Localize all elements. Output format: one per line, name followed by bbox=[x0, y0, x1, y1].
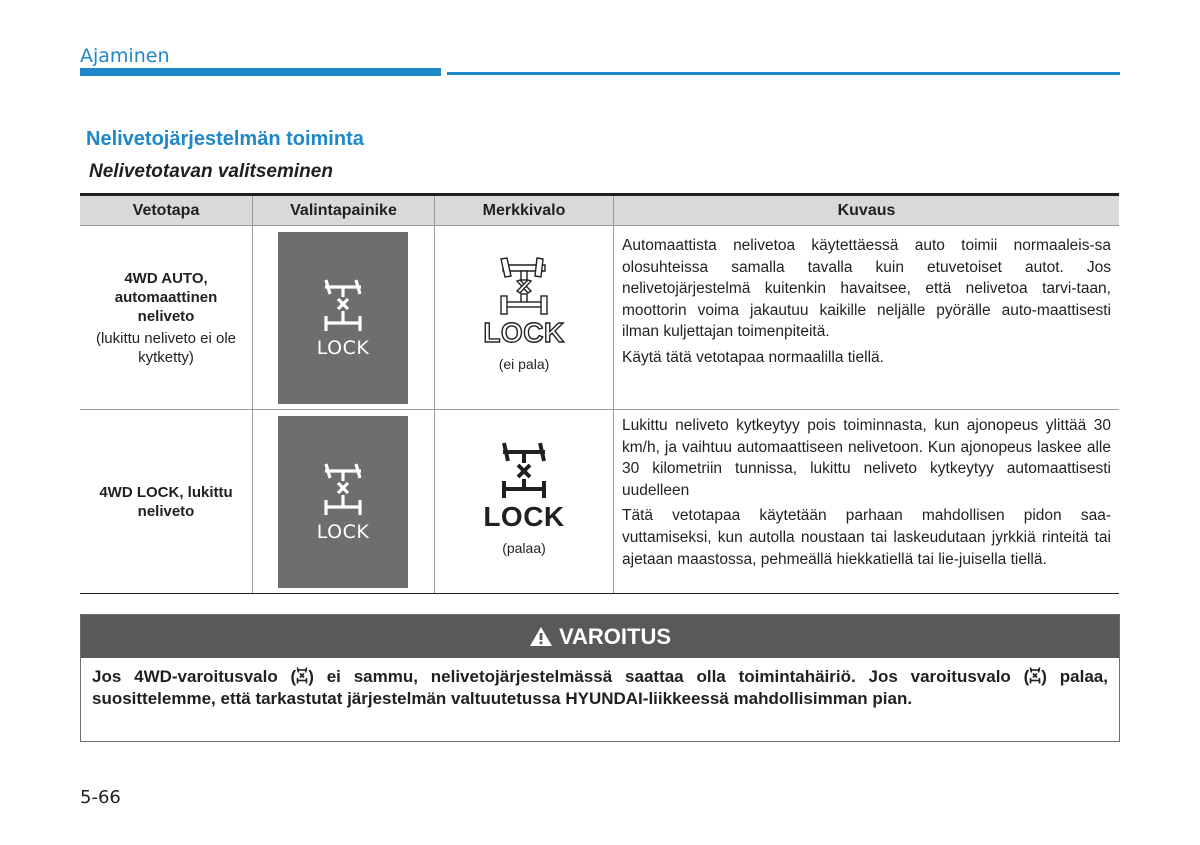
warning-title: VAROITUS bbox=[558, 623, 672, 649]
section-title: Nelivetojärjestelmän toiminta bbox=[86, 128, 364, 150]
page-number: 5-66 bbox=[80, 787, 121, 808]
description-paragraph: Automaattista nelivetoa käytettäessä auto toimii normaaleis-sa olosuhteissa samalla tavalla kuin etuvetoiset autot. Jos nelivetojärjestelmä kuitenkin havaitsee, että nelivetoa tarvi-taan, moottorin voima jakautuu kaikille neljälle pyörälle auto-maattisesti ilman kuljettajan toimenpiteitä. bbox=[622, 237, 1111, 341]
4wd-lock-indicator-off bbox=[483, 256, 564, 372]
mode-name: 4WD LOCK, lukittu neliveto bbox=[99, 483, 233, 520]
table-header-lamp: Merkkivalo bbox=[435, 196, 614, 225]
4wd-lock-indicator-on bbox=[483, 440, 564, 556]
lamp-caption: (palaa) bbox=[502, 540, 546, 556]
description-paragraph: Tätä vetotapaa käytetään parhaan mahdollisen pidon saa-vuttamiseksi, kun autolla noustaan tai laskeudutaan jyrkkiä rinteitä tai ajetaan maastossa, pehmeällä hiekkatiellä tai lie-juisella tiellä. bbox=[622, 507, 1111, 568]
button-cell bbox=[253, 226, 435, 409]
header-rule-thin bbox=[447, 72, 1120, 75]
description-paragraph: Lukittu neliveto kytkeytyy pois toiminnasta, kun ajonopeus ylittää 30 km/h, ja vaihtuu automaattiseen nelivetoon. Kun ajonopeus laskee alle 30 kilometriin tunnissa, lukittu neliveto kytkeytyy automaattisesti uudelleen bbox=[622, 417, 1111, 499]
lamp-caption: (ei pala) bbox=[498, 356, 550, 372]
table-header-button: Valintapainike bbox=[253, 196, 435, 225]
header-rule-thick bbox=[80, 68, 441, 76]
mode-note: (lukittu neliveto ei ole kytketty) bbox=[95, 329, 237, 366]
4wd-warning-light-icon bbox=[296, 667, 308, 684]
4wd-lock-button-image bbox=[278, 232, 408, 404]
description-paragraph: Käytä tätä vetotapaa normaalilla tiellä. bbox=[622, 348, 884, 366]
description-cell bbox=[614, 410, 1119, 593]
table-header-row bbox=[80, 196, 1119, 226]
table-header-mode: Vetotapa bbox=[80, 196, 253, 225]
4wd-drivetrain-icon bbox=[321, 277, 365, 335]
mode-cell bbox=[80, 410, 253, 593]
lamp-cell bbox=[435, 410, 614, 593]
drive-mode-table bbox=[80, 193, 1119, 594]
lamp-lock-label-solid: LOCK bbox=[483, 501, 565, 532]
warning-triangle-icon bbox=[529, 626, 553, 647]
description-cell bbox=[614, 226, 1119, 409]
button-lock-label: LOCK bbox=[316, 337, 370, 359]
warning-text-part: ) ei sammu, nelivetojärjestelmässä saattaa olla toimintahäiriö. Jos varoitusvalo ( bbox=[308, 667, 1030, 686]
lamp-lock-label-outline: LOCK bbox=[483, 317, 565, 348]
table-header-description: Kuvaus bbox=[837, 201, 896, 219]
lamp-cell bbox=[435, 226, 614, 409]
button-cell bbox=[253, 410, 435, 593]
warning-header bbox=[81, 615, 1119, 658]
4wd-lock-button-image bbox=[278, 416, 408, 588]
4wd-drivetrain-icon bbox=[321, 461, 365, 519]
4wd-drivetrain-outline-icon bbox=[497, 256, 551, 318]
mode-name: 4WD AUTO, automaattinen neliveto bbox=[114, 269, 218, 325]
mode-cell bbox=[80, 226, 253, 409]
warning-text bbox=[81, 658, 1119, 709]
table-row bbox=[80, 410, 1119, 594]
chapter-title: Ajaminen bbox=[80, 45, 170, 67]
warning-text-part: Jos 4WD-varoitusvalo ( bbox=[92, 667, 297, 686]
button-lock-label: LOCK bbox=[316, 521, 370, 543]
section-subtitle: Nelivetotavan valitseminen bbox=[89, 161, 333, 182]
warning-box bbox=[80, 614, 1120, 742]
table-row bbox=[80, 226, 1119, 410]
warning-text-part: ) palaa, suosittelemme, että tarkastutat järjestelmän valtuutetussa HYUNDAI-liikkeessä mahdollisimman pian. bbox=[92, 667, 1108, 708]
4wd-warning-light-icon bbox=[1029, 667, 1041, 684]
4wd-drivetrain-solid-icon bbox=[497, 440, 551, 502]
